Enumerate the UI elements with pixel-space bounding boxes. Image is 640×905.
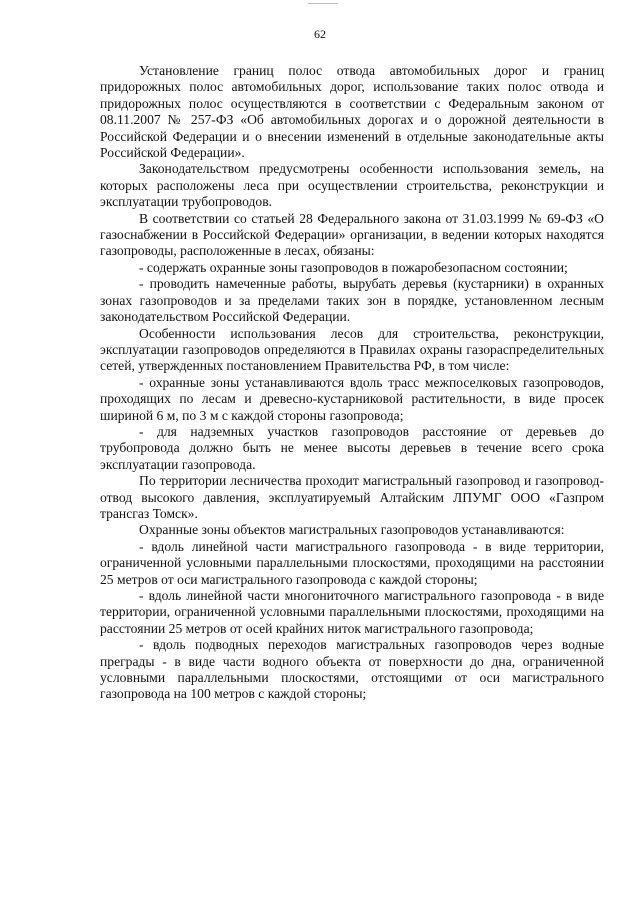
paragraph-main-gas-pipeline: По территории лесничества проходит магистральный газопровод и газопровод-отвод высокого давления, эксплуатируемый Алтайским ЛПУМГ ООО «Газпром трансгаз Томск». (100, 473, 604, 521)
page-top-mark (308, 0, 338, 4)
paragraph-gas-network-rules: Особенности использования лесов для строительства, реконструкции, эксплуатации газопроводов определяются в Правилах охраны газораспределительных сетей, утвержденных постановлением Правительства РФ, в том числе: (100, 325, 604, 374)
list-item-underwater-crossings: - вдоль подводных переходов магистральных газопроводов через водные преграды - в виде части водного объекта от поверхности до дна, ограниченной условными параллельными плоскостями, отстоящими от оси магистрального газопровода на 100 метров с каждой стороны; (100, 637, 604, 702)
list-item-tree-cutting: - проводить намеченные работы, вырубать деревья (кустарники) в охранных зонах газопроводов и за пределами таких зон в порядке, установленном лесным законодательством Российской Федерации. (100, 276, 604, 325)
page-number: 62 (314, 27, 326, 41)
list-item-multi-line-part: - вдоль линейной части многониточного магистрального газопровода - в виде территории, ограниченной условными параллельными плоскостями, проходящими на расстоянии 25 метров от осей крайних ниток магистрального газопровода; (100, 588, 604, 636)
list-item-fire-safe-zones: - содержать охранные зоны газопроводов в пожаробезопасном состоянии; (139, 259, 568, 275)
document-body (100, 63, 604, 703)
paragraph-gas-law-article-28: В соответствии со статьей 28 Федерального закона от 31.03.1999 № 69-ФЗ «О газоснабжении в Российской Федерации» организации, в ведении которых находятся газопроводы, расположенные в лесах, обязаны: (100, 210, 604, 259)
list-item-linear-part: - вдоль линейной части магистрального газопровода - в виде территории, ограниченной условными параллельными плоскостями, проходящими на расстоянии 25 метров от оси магистрального газопровода с каждой стороны; (100, 538, 604, 587)
list-item-aboveground-distance: - для надземных участков газопроводов расстояние от деревьев до трубопровода должно быть не менее высоты деревьев в течение всего срока эксплуатации газопровода. (100, 423, 604, 472)
paragraph-road-boundaries: Установление границ полос отвода автомобильных дорог и границ придорожных полос автомобильных дорог, использование таких полос отвода и придорожных полос осуществляются в соответствии с Федеральным законом от 08.11.2007 № 257-ФЗ «Об автомобильных дорогах и о дорожной деятельности в Российской Федерации и о внесении изменений в отдельные законодательные акты Российской Федерации». (100, 63, 604, 161)
list-item-clearing-width: - охранные зоны устанавливаются вдоль трасс межпоселковых газопроводов, проходящих по лесам и древесно-кустарниковой растительности, в виде просек шириной 6 м, по 3 м с каждой стороны газопровода; (100, 374, 604, 423)
paragraph-legislation-forests: Законодательством предусмотрены особенности использования земель, на которых расположены леса при осуществлении строительства, реконструкции и эксплуатации трубопроводов. (100, 161, 604, 210)
paragraph-protection-zones-intro: Охранные зоны объектов магистральных газопроводов устанавливаются: (139, 522, 565, 538)
